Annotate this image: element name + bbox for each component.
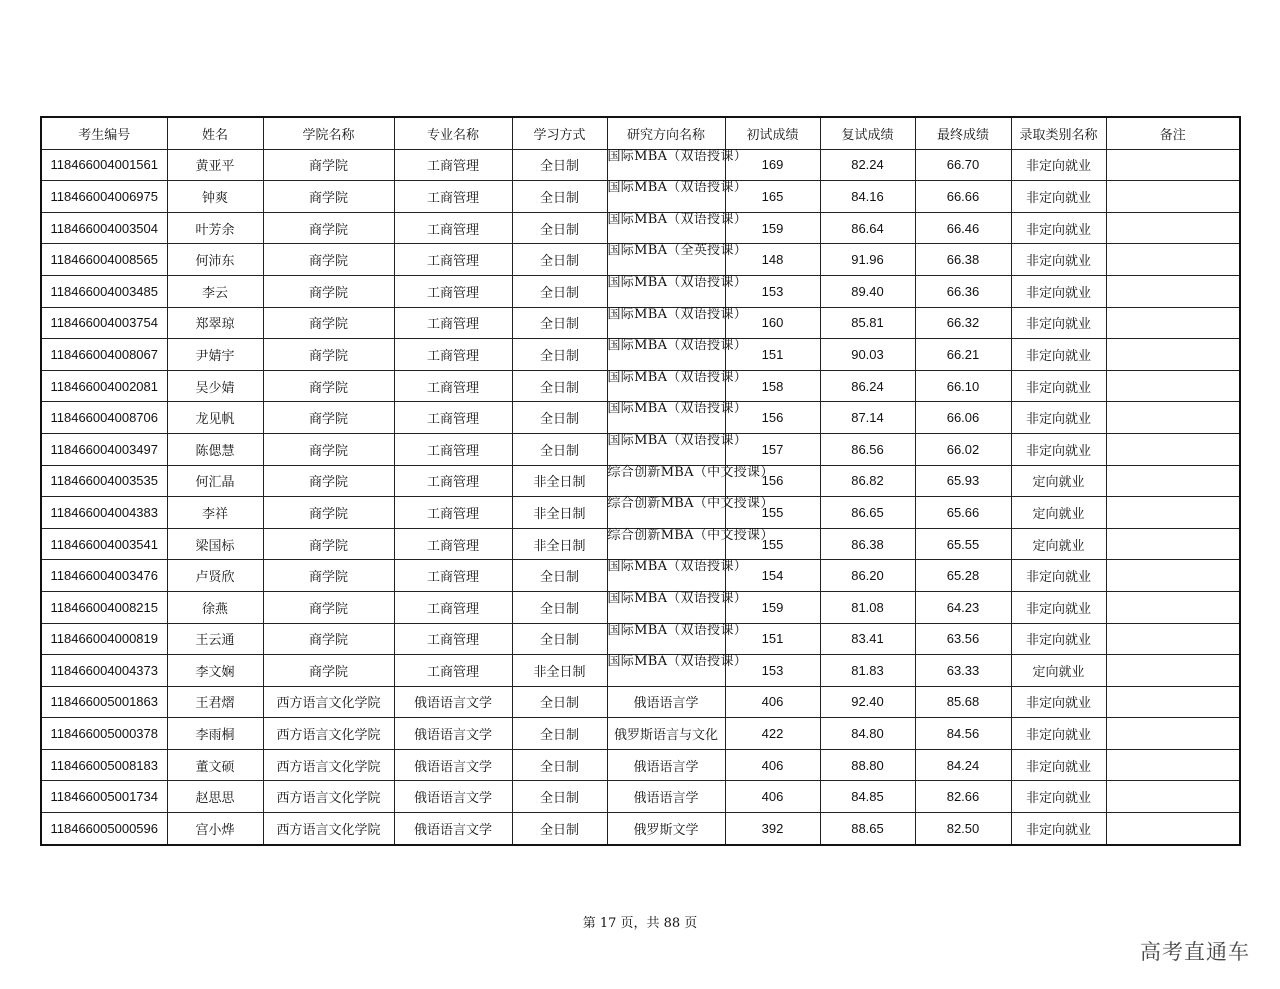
exam-id-cell: 118466005001863 bbox=[41, 686, 167, 718]
college-cell: 商学院 bbox=[263, 591, 394, 623]
col-header-name: 姓名 bbox=[167, 117, 263, 149]
retest-score-cell: 90.03 bbox=[820, 339, 915, 371]
table-row bbox=[41, 655, 1240, 687]
admission-category-cell: 非定向就业 bbox=[1011, 402, 1106, 434]
final-score-cell: 65.93 bbox=[915, 465, 1011, 497]
col-header-exam-id: 考生编号 bbox=[41, 117, 167, 149]
exam-id-cell: 118466004003541 bbox=[41, 528, 167, 560]
name-cell: 徐燕 bbox=[167, 591, 263, 623]
remarks-cell bbox=[1106, 433, 1240, 465]
retest-score-cell: 84.80 bbox=[820, 718, 915, 750]
study-mode-cell: 全日制 bbox=[512, 244, 607, 276]
initial-score-cell: 406 bbox=[725, 781, 820, 813]
exam-id-cell: 118466004003497 bbox=[41, 433, 167, 465]
study-mode-cell: 全日制 bbox=[512, 560, 607, 592]
name-cell: 郑翠琼 bbox=[167, 307, 263, 339]
admission-table bbox=[40, 116, 1241, 846]
major-cell: 工商管理 bbox=[394, 528, 512, 560]
college-cell: 商学院 bbox=[263, 181, 394, 213]
remarks-cell bbox=[1106, 339, 1240, 371]
admission-category-cell: 非定向就业 bbox=[1011, 749, 1106, 781]
exam-id-cell: 118466004003504 bbox=[41, 212, 167, 244]
admission-category-cell: 非定向就业 bbox=[1011, 718, 1106, 750]
major-cell: 俄语语言文学 bbox=[394, 781, 512, 813]
major-cell: 俄语语言文学 bbox=[394, 813, 512, 845]
retest-score-cell: 86.65 bbox=[820, 497, 915, 529]
admission-category-cell: 非定向就业 bbox=[1011, 813, 1106, 845]
initial-score-cell: 155 bbox=[725, 497, 820, 529]
table-row bbox=[41, 560, 1240, 592]
admission-category-cell: 非定向就业 bbox=[1011, 686, 1106, 718]
initial-score-cell: 158 bbox=[725, 370, 820, 402]
admission-category-cell: 定向就业 bbox=[1011, 497, 1106, 529]
study-mode-cell: 全日制 bbox=[512, 181, 607, 213]
initial-score-cell: 169 bbox=[725, 149, 820, 181]
remarks-cell bbox=[1106, 370, 1240, 402]
name-cell: 卢贤欣 bbox=[167, 560, 263, 592]
research-direction-cell: 综合创新MBA（中文授课） bbox=[607, 528, 725, 560]
retest-score-cell: 86.64 bbox=[820, 212, 915, 244]
study-mode-cell: 全日制 bbox=[512, 781, 607, 813]
study-mode-cell: 全日制 bbox=[512, 212, 607, 244]
final-score-cell: 66.06 bbox=[915, 402, 1011, 434]
college-cell: 西方语言文化学院 bbox=[263, 686, 394, 718]
exam-id-cell: 118466004008706 bbox=[41, 402, 167, 434]
research-direction-cell: 国际MBA（双语授课） bbox=[607, 339, 725, 371]
initial-score-cell: 160 bbox=[725, 307, 820, 339]
study-mode-cell: 全日制 bbox=[512, 718, 607, 750]
retest-score-cell: 86.56 bbox=[820, 433, 915, 465]
remarks-cell bbox=[1106, 181, 1240, 213]
research-direction-cell: 国际MBA（全英授课） bbox=[607, 244, 725, 276]
table-row bbox=[41, 275, 1240, 307]
research-direction-cell: 国际MBA（双语授课） bbox=[607, 212, 725, 244]
retest-score-cell: 89.40 bbox=[820, 275, 915, 307]
remarks-cell bbox=[1106, 591, 1240, 623]
table-body bbox=[41, 149, 1240, 845]
college-cell: 商学院 bbox=[263, 560, 394, 592]
name-cell: 李云 bbox=[167, 275, 263, 307]
remarks-cell bbox=[1106, 813, 1240, 845]
exam-id-cell: 118466004003485 bbox=[41, 275, 167, 307]
final-score-cell: 66.02 bbox=[915, 433, 1011, 465]
name-cell: 梁国标 bbox=[167, 528, 263, 560]
admission-category-cell: 定向就业 bbox=[1011, 465, 1106, 497]
name-cell: 何汇晶 bbox=[167, 465, 263, 497]
major-cell: 工商管理 bbox=[394, 149, 512, 181]
final-score-cell: 66.70 bbox=[915, 149, 1011, 181]
major-cell: 俄语语言文学 bbox=[394, 749, 512, 781]
col-header-college: 学院名称 bbox=[263, 117, 394, 149]
admission-category-cell: 非定向就业 bbox=[1011, 149, 1106, 181]
final-score-cell: 82.50 bbox=[915, 813, 1011, 845]
final-score-cell: 66.10 bbox=[915, 370, 1011, 402]
remarks-cell bbox=[1106, 465, 1240, 497]
table-row bbox=[41, 686, 1240, 718]
major-cell: 工商管理 bbox=[394, 591, 512, 623]
table-row bbox=[41, 749, 1240, 781]
major-cell: 工商管理 bbox=[394, 623, 512, 655]
final-score-cell: 64.23 bbox=[915, 591, 1011, 623]
study-mode-cell: 全日制 bbox=[512, 686, 607, 718]
retest-score-cell: 91.96 bbox=[820, 244, 915, 276]
college-cell: 商学院 bbox=[263, 307, 394, 339]
exam-id-cell: 118466005000378 bbox=[41, 718, 167, 750]
retest-score-cell: 86.82 bbox=[820, 465, 915, 497]
study-mode-cell: 非全日制 bbox=[512, 655, 607, 687]
initial-score-cell: 159 bbox=[725, 591, 820, 623]
college-cell: 商学院 bbox=[263, 528, 394, 560]
study-mode-cell: 非全日制 bbox=[512, 497, 607, 529]
retest-score-cell: 92.40 bbox=[820, 686, 915, 718]
remarks-cell bbox=[1106, 623, 1240, 655]
remarks-cell bbox=[1106, 718, 1240, 750]
major-cell: 工商管理 bbox=[394, 402, 512, 434]
initial-score-cell: 406 bbox=[725, 749, 820, 781]
exam-id-cell: 118466004001561 bbox=[41, 149, 167, 181]
exam-id-cell: 118466004003535 bbox=[41, 465, 167, 497]
page-number: 第 17 页，共 88 页 bbox=[582, 916, 698, 931]
retest-score-cell: 88.65 bbox=[820, 813, 915, 845]
initial-score-cell: 153 bbox=[725, 275, 820, 307]
study-mode-cell: 全日制 bbox=[512, 275, 607, 307]
table-row bbox=[41, 339, 1240, 371]
initial-score-cell: 155 bbox=[725, 528, 820, 560]
retest-score-cell: 86.24 bbox=[820, 370, 915, 402]
final-score-cell: 63.56 bbox=[915, 623, 1011, 655]
initial-score-cell: 165 bbox=[725, 181, 820, 213]
research-direction-cell: 俄语语言学 bbox=[607, 749, 725, 781]
initial-score-cell: 156 bbox=[725, 402, 820, 434]
study-mode-cell: 非全日制 bbox=[512, 465, 607, 497]
remarks-cell bbox=[1106, 528, 1240, 560]
table-row bbox=[41, 528, 1240, 560]
college-cell: 商学院 bbox=[263, 623, 394, 655]
major-cell: 俄语语言文学 bbox=[394, 718, 512, 750]
research-direction-cell: 国际MBA（双语授课） bbox=[607, 370, 725, 402]
admission-category-cell: 非定向就业 bbox=[1011, 370, 1106, 402]
remarks-cell bbox=[1106, 686, 1240, 718]
retest-score-cell: 82.24 bbox=[820, 149, 915, 181]
exam-id-cell: 118466005000596 bbox=[41, 813, 167, 845]
exam-id-cell: 118466005008183 bbox=[41, 749, 167, 781]
admission-category-cell: 非定向就业 bbox=[1011, 275, 1106, 307]
college-cell: 商学院 bbox=[263, 212, 394, 244]
retest-score-cell: 86.38 bbox=[820, 528, 915, 560]
name-cell: 王君熠 bbox=[167, 686, 263, 718]
col-header-retest-score: 复试成绩 bbox=[820, 117, 915, 149]
name-cell: 钟爽 bbox=[167, 181, 263, 213]
name-cell: 叶芳余 bbox=[167, 212, 263, 244]
research-direction-cell: 国际MBA（双语授课） bbox=[607, 275, 725, 307]
retest-score-cell: 84.16 bbox=[820, 181, 915, 213]
study-mode-cell: 全日制 bbox=[512, 749, 607, 781]
remarks-cell bbox=[1106, 497, 1240, 529]
admission-category-cell: 非定向就业 bbox=[1011, 339, 1106, 371]
col-header-study-mode: 学习方式 bbox=[512, 117, 607, 149]
final-score-cell: 65.66 bbox=[915, 497, 1011, 529]
major-cell: 工商管理 bbox=[394, 497, 512, 529]
research-direction-cell: 国际MBA（双语授课） bbox=[607, 307, 725, 339]
research-direction-cell: 国际MBA（双语授课） bbox=[607, 623, 725, 655]
college-cell: 商学院 bbox=[263, 370, 394, 402]
research-direction-cell: 俄语语言学 bbox=[607, 686, 725, 718]
exam-id-cell: 118466004003754 bbox=[41, 307, 167, 339]
col-header-admission-category: 录取类别名称 bbox=[1011, 117, 1106, 149]
research-direction-cell: 国际MBA（双语授课） bbox=[607, 433, 725, 465]
study-mode-cell: 全日制 bbox=[512, 339, 607, 371]
retest-score-cell: 88.80 bbox=[820, 749, 915, 781]
remarks-cell bbox=[1106, 275, 1240, 307]
admission-category-cell: 非定向就业 bbox=[1011, 181, 1106, 213]
major-cell: 工商管理 bbox=[394, 212, 512, 244]
table-row bbox=[41, 497, 1240, 529]
name-cell: 李文娴 bbox=[167, 655, 263, 687]
exam-id-cell: 118466004008215 bbox=[41, 591, 167, 623]
study-mode-cell: 全日制 bbox=[512, 149, 607, 181]
table-row bbox=[41, 433, 1240, 465]
final-score-cell: 66.66 bbox=[915, 181, 1011, 213]
final-score-cell: 66.36 bbox=[915, 275, 1011, 307]
college-cell: 西方语言文化学院 bbox=[263, 749, 394, 781]
major-cell: 工商管理 bbox=[394, 370, 512, 402]
initial-score-cell: 151 bbox=[725, 339, 820, 371]
retest-score-cell: 84.85 bbox=[820, 781, 915, 813]
research-direction-cell: 国际MBA（双语授课） bbox=[607, 655, 725, 687]
admission-category-cell: 非定向就业 bbox=[1011, 433, 1106, 465]
table-row bbox=[41, 244, 1240, 276]
final-score-cell: 65.28 bbox=[915, 560, 1011, 592]
college-cell: 西方语言文化学院 bbox=[263, 781, 394, 813]
initial-score-cell: 157 bbox=[725, 433, 820, 465]
study-mode-cell: 全日制 bbox=[512, 307, 607, 339]
major-cell: 工商管理 bbox=[394, 560, 512, 592]
table-row bbox=[41, 181, 1240, 213]
retest-score-cell: 81.08 bbox=[820, 591, 915, 623]
name-cell: 陈偲慧 bbox=[167, 433, 263, 465]
table-row bbox=[41, 370, 1240, 402]
college-cell: 西方语言文化学院 bbox=[263, 813, 394, 845]
col-header-research-direction: 研究方向名称 bbox=[607, 117, 725, 149]
table-row bbox=[41, 591, 1240, 623]
retest-score-cell: 83.41 bbox=[820, 623, 915, 655]
research-direction-cell: 俄罗斯语言与文化 bbox=[607, 718, 725, 750]
research-direction-cell: 国际MBA（双语授课） bbox=[607, 149, 725, 181]
name-cell: 龙见帆 bbox=[167, 402, 263, 434]
college-cell: 商学院 bbox=[263, 497, 394, 529]
admission-category-cell: 非定向就业 bbox=[1011, 623, 1106, 655]
retest-score-cell: 87.14 bbox=[820, 402, 915, 434]
initial-score-cell: 156 bbox=[725, 465, 820, 497]
study-mode-cell: 全日制 bbox=[512, 370, 607, 402]
exam-id-cell: 118466004000819 bbox=[41, 623, 167, 655]
research-direction-cell: 国际MBA（双语授课） bbox=[607, 402, 725, 434]
major-cell: 工商管理 bbox=[394, 275, 512, 307]
exam-id-cell: 118466004008067 bbox=[41, 339, 167, 371]
remarks-cell bbox=[1106, 244, 1240, 276]
college-cell: 商学院 bbox=[263, 433, 394, 465]
study-mode-cell: 非全日制 bbox=[512, 528, 607, 560]
research-direction-cell: 国际MBA（双语授课） bbox=[607, 181, 725, 213]
admission-category-cell: 非定向就业 bbox=[1011, 307, 1106, 339]
final-score-cell: 66.21 bbox=[915, 339, 1011, 371]
major-cell: 工商管理 bbox=[394, 339, 512, 371]
major-cell: 俄语语言文学 bbox=[394, 686, 512, 718]
remarks-cell bbox=[1106, 655, 1240, 687]
college-cell: 西方语言文化学院 bbox=[263, 718, 394, 750]
initial-score-cell: 148 bbox=[725, 244, 820, 276]
exam-id-cell: 118466004004383 bbox=[41, 497, 167, 529]
initial-score-cell: 422 bbox=[725, 718, 820, 750]
admission-category-cell: 非定向就业 bbox=[1011, 591, 1106, 623]
exam-id-cell: 118466005001734 bbox=[41, 781, 167, 813]
admission-table-container bbox=[40, 116, 1239, 846]
name-cell: 尹婧宇 bbox=[167, 339, 263, 371]
admission-category-cell: 非定向就业 bbox=[1011, 244, 1106, 276]
college-cell: 商学院 bbox=[263, 655, 394, 687]
name-cell: 赵思思 bbox=[167, 781, 263, 813]
name-cell: 何沛东 bbox=[167, 244, 263, 276]
final-score-cell: 66.32 bbox=[915, 307, 1011, 339]
college-cell: 商学院 bbox=[263, 149, 394, 181]
college-cell: 商学院 bbox=[263, 465, 394, 497]
remarks-cell bbox=[1106, 149, 1240, 181]
remarks-cell bbox=[1106, 781, 1240, 813]
col-header-initial-score: 初试成绩 bbox=[725, 117, 820, 149]
col-header-major: 专业名称 bbox=[394, 117, 512, 149]
col-header-final-score: 最终成绩 bbox=[915, 117, 1011, 149]
initial-score-cell: 153 bbox=[725, 655, 820, 687]
table-row bbox=[41, 718, 1240, 750]
remarks-cell bbox=[1106, 560, 1240, 592]
table-header-row bbox=[41, 117, 1240, 149]
final-score-cell: 85.68 bbox=[915, 686, 1011, 718]
remarks-cell bbox=[1106, 402, 1240, 434]
exam-id-cell: 118466004003476 bbox=[41, 560, 167, 592]
table-row bbox=[41, 149, 1240, 181]
remarks-cell bbox=[1106, 749, 1240, 781]
admission-category-cell: 非定向就业 bbox=[1011, 560, 1106, 592]
initial-score-cell: 154 bbox=[725, 560, 820, 592]
initial-score-cell: 159 bbox=[725, 212, 820, 244]
study-mode-cell: 全日制 bbox=[512, 623, 607, 655]
admission-category-cell: 定向就业 bbox=[1011, 655, 1106, 687]
retest-score-cell: 85.81 bbox=[820, 307, 915, 339]
final-score-cell: 82.66 bbox=[915, 781, 1011, 813]
table-row bbox=[41, 813, 1240, 845]
research-direction-cell: 俄语语言学 bbox=[607, 781, 725, 813]
final-score-cell: 66.38 bbox=[915, 244, 1011, 276]
table-row bbox=[41, 465, 1240, 497]
exam-id-cell: 118466004008565 bbox=[41, 244, 167, 276]
research-direction-cell: 国际MBA（双语授课） bbox=[607, 591, 725, 623]
remarks-cell bbox=[1106, 212, 1240, 244]
exam-id-cell: 118466004006975 bbox=[41, 181, 167, 213]
exam-id-cell: 118466004004373 bbox=[41, 655, 167, 687]
admission-category-cell: 非定向就业 bbox=[1011, 781, 1106, 813]
retest-score-cell: 81.83 bbox=[820, 655, 915, 687]
initial-score-cell: 392 bbox=[725, 813, 820, 845]
table-row bbox=[41, 307, 1240, 339]
watermark-text: 高考直通车 bbox=[1140, 940, 1250, 964]
name-cell: 王云通 bbox=[167, 623, 263, 655]
college-cell: 商学院 bbox=[263, 244, 394, 276]
col-header-remarks: 备注 bbox=[1106, 117, 1240, 149]
initial-score-cell: 151 bbox=[725, 623, 820, 655]
table-row bbox=[41, 402, 1240, 434]
admission-category-cell: 定向就业 bbox=[1011, 528, 1106, 560]
study-mode-cell: 全日制 bbox=[512, 433, 607, 465]
study-mode-cell: 全日制 bbox=[512, 402, 607, 434]
name-cell: 吴少婧 bbox=[167, 370, 263, 402]
research-direction-cell: 国际MBA（双语授课） bbox=[607, 560, 725, 592]
study-mode-cell: 全日制 bbox=[512, 591, 607, 623]
initial-score-cell: 406 bbox=[725, 686, 820, 718]
admission-category-cell: 非定向就业 bbox=[1011, 212, 1106, 244]
table-row bbox=[41, 623, 1240, 655]
major-cell: 工商管理 bbox=[394, 465, 512, 497]
study-mode-cell: 全日制 bbox=[512, 813, 607, 845]
name-cell: 黄亚平 bbox=[167, 149, 263, 181]
table-row bbox=[41, 212, 1240, 244]
name-cell: 董文硕 bbox=[167, 749, 263, 781]
final-score-cell: 66.46 bbox=[915, 212, 1011, 244]
name-cell: 宫小烨 bbox=[167, 813, 263, 845]
table-row bbox=[41, 781, 1240, 813]
major-cell: 工商管理 bbox=[394, 655, 512, 687]
final-score-cell: 84.24 bbox=[915, 749, 1011, 781]
college-cell: 商学院 bbox=[263, 275, 394, 307]
major-cell: 工商管理 bbox=[394, 433, 512, 465]
research-direction-cell: 俄罗斯文学 bbox=[607, 813, 725, 845]
major-cell: 工商管理 bbox=[394, 307, 512, 339]
research-direction-cell: 综合创新MBA（中文授课） bbox=[607, 465, 725, 497]
final-score-cell: 63.33 bbox=[915, 655, 1011, 687]
retest-score-cell: 86.20 bbox=[820, 560, 915, 592]
major-cell: 工商管理 bbox=[394, 181, 512, 213]
research-direction-cell: 综合创新MBA（中文授课） bbox=[607, 497, 725, 529]
major-cell: 工商管理 bbox=[394, 244, 512, 276]
final-score-cell: 84.56 bbox=[915, 718, 1011, 750]
name-cell: 李祥 bbox=[167, 497, 263, 529]
remarks-cell bbox=[1106, 307, 1240, 339]
exam-id-cell: 118466004002081 bbox=[41, 370, 167, 402]
college-cell: 商学院 bbox=[263, 339, 394, 371]
college-cell: 商学院 bbox=[263, 402, 394, 434]
name-cell: 李雨桐 bbox=[167, 718, 263, 750]
final-score-cell: 65.55 bbox=[915, 528, 1011, 560]
